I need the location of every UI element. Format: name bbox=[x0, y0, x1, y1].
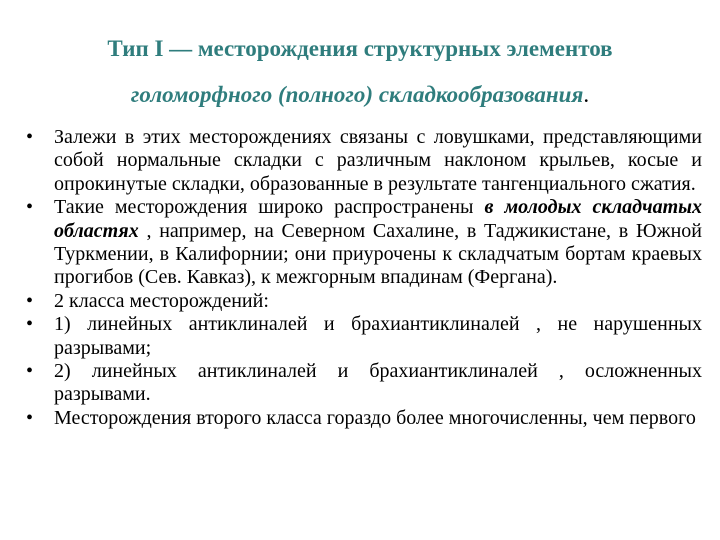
slide-title bbox=[0, 26, 720, 118]
bullet-icon: • bbox=[26, 196, 34, 219]
bullet-text: 2 класса месторождений: bbox=[54, 289, 269, 312]
bullet-text: Залежи в этих месторождениях связаны с ловушками, представляющими собой нормальные складки с различным наклоном крыльев, косые и опрокинутые складки, образованные в результате тангенциального сжатия. bbox=[54, 126, 702, 195]
bullet-text: Месторождения второго класса гораздо более многочисленны, чем первого bbox=[54, 406, 696, 429]
bullet-item bbox=[26, 290, 702, 313]
bullet-text-start: Такие месторождения широко распространены bbox=[54, 196, 485, 219]
title-line-2 bbox=[0, 72, 720, 118]
bullet-icon: • bbox=[26, 406, 34, 429]
bullet-item bbox=[26, 196, 702, 290]
bullet-icon: • bbox=[26, 313, 34, 336]
bullet-item bbox=[26, 126, 702, 196]
bullet-item bbox=[26, 407, 702, 430]
bullet-icon: • bbox=[26, 126, 34, 148]
bullet-text-end: , например, на Северном Сахалине, в Таджикистане, в Южной Туркмении, в Калифорнии; они приурочены к складчатым бортам краевых прогибов (Сев. Кавказ), к межгорным впадинам (Фергана). bbox=[54, 219, 702, 289]
bullet-icon: • bbox=[26, 289, 34, 312]
bullet-text: 1) линейных антиклиналей и брахиантиклиналей , не нарушенных разрывами; bbox=[54, 313, 702, 359]
bullet-item bbox=[26, 313, 702, 360]
bullet-list bbox=[26, 126, 702, 430]
bullet-text: 2) линейных антиклиналей и брахиантиклиналей , осложненных разрывами. bbox=[54, 360, 702, 406]
bullet-icon: • bbox=[26, 360, 34, 383]
title-line-2-text: голоморфного (полного) складкообразования bbox=[130, 82, 584, 107]
bullet-item bbox=[26, 360, 702, 407]
title-line-1: Тип I — месторождения структурных элементов bbox=[107, 36, 613, 61]
bullet-emphasis: в молодых складчатых областях bbox=[54, 196, 702, 242]
title-period: . bbox=[583, 82, 590, 107]
